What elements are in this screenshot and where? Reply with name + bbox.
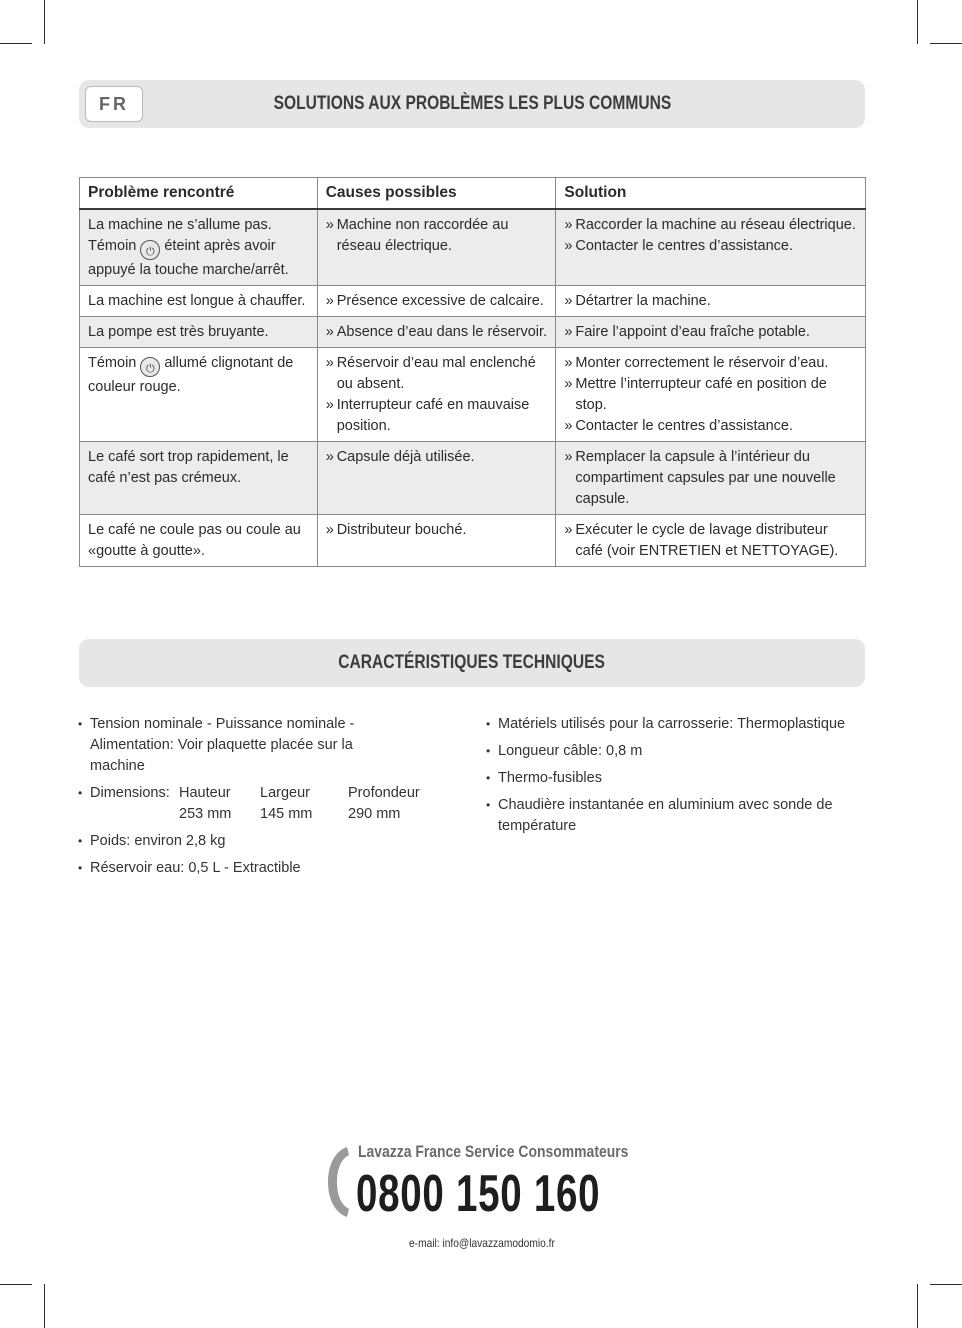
dimension-value: 145 mm [260,806,313,822]
solution-text: Remplacer la capsule à l’intérieur du compartiment capsules par une nouvelle capsule. [575,448,836,507]
causes-cell [317,316,556,347]
crop-mark [930,43,962,44]
bullet-marker: » [564,417,573,434]
telephone-handset-icon [325,1145,351,1219]
causes-cell [317,209,556,286]
language-badge: FR [85,86,143,122]
solution-text: Mettre l’interrupteur café en position de stop. [575,375,827,413]
spec-item: • Tension nominale - Puissance nominale - Alimentation: Voir plaquette placée sur la machine [78,714,408,777]
problem-text: allumé clignotant de couleur rouge. [88,354,294,395]
solution-cell [556,316,866,347]
solution-text: Contacter le centres d’assistance. [575,417,793,434]
crop-mark [917,1284,918,1328]
dimension-value: 253 mm [179,806,232,822]
causes-cell [317,514,556,566]
service-name: Lavazza France Service Consommateurs [358,1142,629,1161]
page-title: SOLUTIONS AUX PROBLÈMES LES PLUS COMMUNS [273,93,671,114]
bullet-marker: » [564,521,573,538]
problem-cell: Le café ne coule pas ou coule au «goutte à goutte». [80,514,318,566]
crop-mark [44,1284,45,1328]
problem-text: Témoin [88,354,137,371]
solution-cell [556,285,866,316]
phone-number[interactable]: 0800 150 160 [356,1165,601,1223]
crop-mark [0,1284,32,1285]
bullet-marker: » [325,216,334,233]
problem-cell: La pompe est très bruyante. [80,316,318,347]
spec-item: • Matériels utilisés pour la carrosserie: Thermoplastique [486,714,906,735]
table-row [80,316,866,347]
spec-item: • Poids: environ 2,8 kg [78,831,458,852]
causes-cell [317,441,556,514]
table-row [80,209,866,286]
dimension-name: Largeur [260,785,310,801]
cause-text: Présence excessive de calcaire. [336,292,544,309]
spec-item: • Réservoir eau: 0,5 L - Extractible [78,858,458,879]
bullet-marker: » [564,375,573,392]
power-icon [140,240,160,260]
problem-cell: Le café sort trop rapidement, le café n’est pas crémeux. [80,441,318,514]
spec-item: • Longueur câble: 0,8 m [486,741,906,762]
cause-text: Absence d’eau dans le réservoir. [336,323,548,340]
crop-mark [44,0,45,44]
email-address[interactable]: e-mail: info@lavazzamodomio.fr [409,1236,555,1250]
section-header-troubleshooting [79,80,865,128]
dimension-value: 290 mm [348,806,401,822]
bullet-marker: » [564,216,573,233]
solution-cell [556,209,866,286]
solution-text: Contacter le centres d’assistance. [575,237,793,254]
specs-left-column [78,714,458,885]
causes-cell [317,285,556,316]
solution-text: Exécuter le cycle de lavage distributeur café (voir ENTRETIEN et NETTOYAGE). [575,521,839,559]
table-row [80,514,866,566]
bullet-marker: » [564,354,573,371]
bullet-marker: » [564,448,573,465]
crop-mark [917,0,918,44]
problem-cell: La machine est longue à chauffer. [80,285,318,316]
table-row [80,347,866,441]
column-header-causes: Causes possibles [317,178,556,209]
solution-text: Raccorder la machine au réseau électrique. [575,216,856,233]
causes-cell [317,347,556,441]
bullet-marker: » [564,292,573,309]
column-header-solution: Solution [556,178,866,209]
column-header-problem: Problème rencontré [80,178,318,209]
crop-mark [930,1284,962,1285]
solution-text: Faire l’appoint d’eau fraîche potable. [575,323,810,340]
cause-text: Machine non raccordée au réseau électrique. [336,216,509,254]
problem-text: La machine ne s’allume pas. [88,216,272,233]
bullet-marker: » [325,292,334,309]
spec-item: • Thermo-fusibles [486,768,906,789]
problem-cell [80,209,318,286]
solution-cell [556,441,866,514]
table-header-row [80,178,866,209]
bullet-marker: » [325,396,334,413]
bullet-marker: » [325,323,334,340]
specs-title: CARACTÉRISTIQUES TECHNIQUES [338,652,606,673]
solution-text: Détartrer la machine. [575,292,711,309]
table-row [80,285,866,316]
bullet-marker: » [564,323,573,340]
cause-text: Distributeur bouché. [336,521,467,538]
spec-item: • Chaudière instantanée en aluminium avec sonde de température [486,795,906,837]
dimension-name: Profondeur [348,785,420,801]
bullet-marker: » [325,448,334,465]
dimension-name: Hauteur [179,785,231,801]
troubleshooting-table [79,177,866,567]
solution-cell [556,347,866,441]
problem-cell [80,347,318,441]
bullet-marker: » [325,521,334,538]
customer-service-footer [0,1140,962,1260]
cause-text: Réservoir d’eau mal enclenché ou absent. [336,354,536,392]
spec-item-dimensions [78,783,458,825]
bullet-marker: » [564,237,573,254]
section-header-specs [79,639,865,687]
dimensions-label: • Dimensions: [90,785,170,801]
cause-text: Capsule déjà utilisée. [336,448,475,465]
table-row [80,441,866,514]
power-icon [140,357,160,377]
solution-text: Monter correctement le réservoir d’eau. [575,354,829,371]
cause-text: Interrupteur café en mauvaise position. [336,396,530,434]
solution-cell [556,514,866,566]
crop-mark [0,43,32,44]
specs-right-column [486,714,906,843]
problem-text: éteint après avoir appuyé la touche marche/arrêt. [88,237,289,278]
bullet-marker: » [325,354,334,371]
problem-text: Témoin [88,237,137,254]
